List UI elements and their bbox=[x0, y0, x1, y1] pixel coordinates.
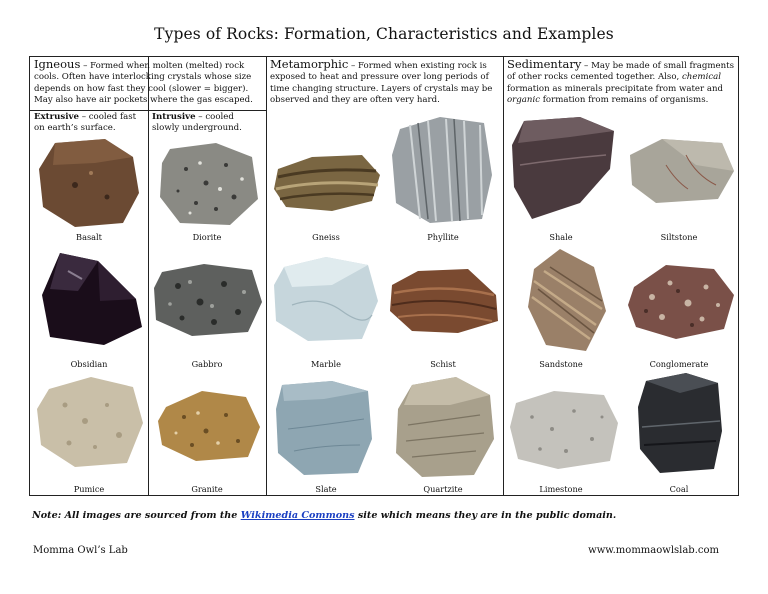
conglomerate-rock-image bbox=[626, 261, 736, 341]
igneous-description: – Formed when molten (melted) rock cools. Often have interlocking crystals whose size depends on how fast they cool (slower = bigger). May also have air pockets where the gas escaped. bbox=[34, 61, 253, 105]
rock-label: Coal bbox=[669, 484, 689, 494]
coal-rock-image bbox=[636, 371, 724, 475]
schist-rock-image bbox=[388, 265, 500, 337]
slate-rock-image bbox=[274, 379, 374, 477]
obsidian-rock-image bbox=[38, 249, 146, 349]
shale-rock-image bbox=[510, 115, 616, 221]
siltstone-rock-image bbox=[626, 135, 736, 205]
organic-term: organic bbox=[507, 94, 541, 105]
metamorphic-description: – Formed when existing rock is exposed to heat and pressure over long periods of time changing structure. Layers of crystals may be observed and they are often very hard. bbox=[270, 61, 493, 105]
rock-label: Basalt bbox=[76, 232, 102, 242]
marble-rock-image bbox=[272, 255, 380, 343]
rock-label: Quartzite bbox=[423, 484, 463, 494]
igneous-title: Igneous bbox=[34, 57, 81, 71]
note-text: site which means they are in the public domain. bbox=[354, 510, 617, 521]
sedimentary-title: Sedimentary bbox=[507, 57, 582, 71]
divider bbox=[503, 57, 504, 495]
rock-label: Siltstone bbox=[660, 232, 698, 242]
limestone-rock-image bbox=[508, 387, 620, 471]
metamorphic-header bbox=[270, 59, 499, 106]
footer-website: www.mommaowlslab.com bbox=[588, 545, 719, 556]
sedimentary-description: formation from remains of organisms. bbox=[540, 94, 709, 105]
wikimedia-commons-link[interactable]: Wikimedia Commons bbox=[240, 510, 355, 521]
gabbro-rock-image bbox=[152, 262, 264, 338]
quartzite-rock-image bbox=[392, 375, 496, 479]
diorite-rock-image bbox=[156, 139, 260, 229]
divider bbox=[266, 57, 267, 495]
rock-label: Obsidian bbox=[70, 359, 108, 369]
sandstone-rock-image bbox=[524, 247, 608, 355]
source-note bbox=[32, 510, 616, 521]
sedimentary-header bbox=[507, 59, 736, 106]
rock-label: Gneiss bbox=[312, 232, 340, 242]
rock-label: Granite bbox=[191, 484, 223, 494]
phyllite-rock-image bbox=[390, 115, 494, 225]
extrusive-label: Extrusive bbox=[34, 112, 79, 122]
rock-label: Sandstone bbox=[539, 359, 583, 369]
sedimentary-description: formation as minerals precipitate from water and bbox=[507, 83, 723, 94]
rock-label: Diorite bbox=[192, 232, 222, 242]
rock-label: Gabbro bbox=[191, 359, 223, 369]
rock-label: Limestone bbox=[539, 484, 583, 494]
gneiss-rock-image bbox=[272, 149, 382, 215]
basalt-rock-image bbox=[35, 135, 143, 231]
intrusive-header bbox=[152, 112, 262, 134]
divider bbox=[148, 57, 149, 495]
sedimentary-description: – May be made of small fragments of other rocks cemented together. Also, bbox=[507, 61, 735, 83]
footer-brand: Momma Owl’s Lab bbox=[33, 545, 128, 556]
extrusive-header bbox=[34, 112, 144, 134]
pumice-rock-image bbox=[35, 375, 145, 469]
rock-label: Phyllite bbox=[427, 232, 459, 242]
page-title: Types of Rocks: Formation, Characteristics and Examples bbox=[154, 25, 614, 43]
rock-label: Marble bbox=[311, 359, 341, 369]
rock-table bbox=[29, 56, 739, 496]
rock-label: Conglomerate bbox=[649, 359, 709, 369]
extrusive-description: – cooled fast on earth’s surface. bbox=[34, 112, 137, 133]
rock-label: Pumice bbox=[73, 484, 105, 494]
metamorphic-title: Metamorphic bbox=[270, 57, 349, 71]
chemical-term: chemical bbox=[681, 72, 722, 83]
intrusive-label: Intrusive bbox=[152, 112, 196, 122]
rock-label: Slate bbox=[315, 484, 337, 494]
divider bbox=[30, 110, 266, 111]
intrusive-description: – cooled slowly underground. bbox=[152, 112, 242, 133]
rock-label: Schist bbox=[430, 359, 456, 369]
rock-label: Shale bbox=[549, 232, 573, 242]
note-text: Note: All images are sourced from the bbox=[32, 510, 241, 521]
igneous-header bbox=[34, 59, 260, 106]
granite-rock-image bbox=[156, 387, 262, 463]
